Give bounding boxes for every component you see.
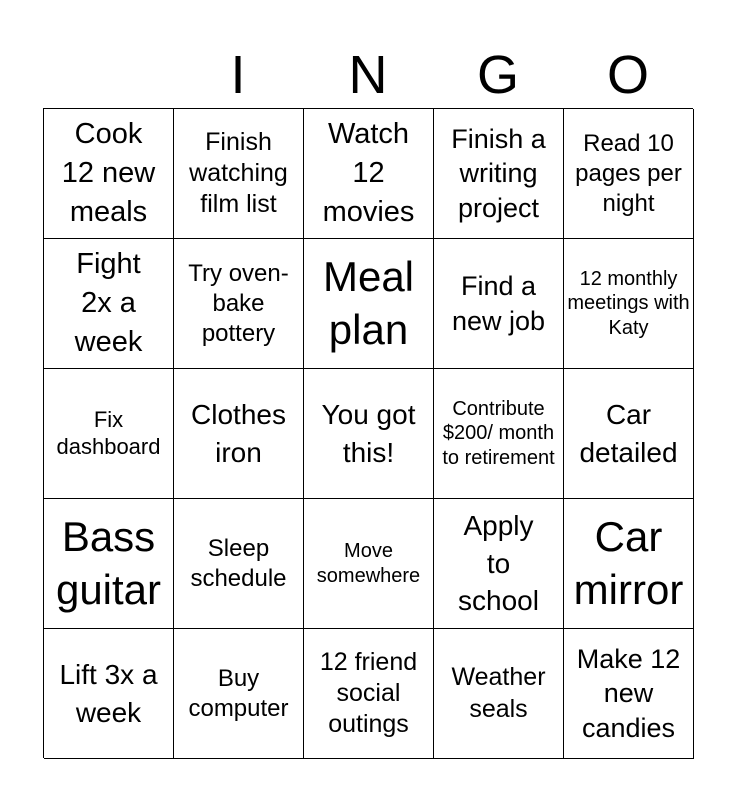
bingo-cell[interactable]	[44, 629, 174, 759]
header-letter-b	[43, 42, 173, 108]
cell-label: Finish a writing project	[451, 124, 546, 223]
cell-label: Contribute $200/ month to retirement	[442, 397, 555, 469]
cell-label: Weather seals	[451, 663, 546, 723]
cell-label: Move somewhere	[316, 540, 421, 587]
bingo-cell[interactable]	[44, 499, 174, 629]
bingo-cell[interactable]	[304, 499, 434, 629]
header-letter-o: O	[606, 45, 649, 105]
bingo-cell[interactable]	[564, 109, 694, 239]
bingo-cell[interactable]	[174, 369, 304, 499]
bingo-cell[interactable]	[304, 239, 434, 369]
cell-label: Try oven-bake pottery	[188, 259, 289, 347]
header-letter-g: G	[476, 45, 519, 105]
cell-label: Fix dashboard	[56, 406, 161, 459]
bingo-cell[interactable]	[44, 109, 174, 239]
bingo-cell[interactable]	[304, 109, 434, 239]
bingo-cell[interactable]	[564, 239, 694, 369]
cell-label: You got this!	[321, 398, 416, 468]
bingo-header	[43, 42, 693, 108]
cell-label: Make 12 new candies	[576, 644, 681, 743]
cell-label: Finish watching film list	[189, 127, 288, 219]
bingo-cell[interactable]	[434, 369, 564, 499]
bingo-cell[interactable]	[174, 239, 304, 369]
cell-label: Lift 3x a week	[59, 658, 158, 728]
cell-label: Meal plan	[322, 253, 415, 353]
bingo-cell[interactable]	[304, 369, 434, 499]
cell-label: Watch 12 movies	[322, 117, 415, 229]
bingo-cell[interactable]	[44, 239, 174, 369]
cell-label: Car detailed	[579, 398, 678, 468]
cell-label: Sleep schedule	[190, 534, 287, 592]
bingo-cell[interactable]	[44, 369, 174, 499]
bingo-cell[interactable]	[564, 629, 694, 759]
header-letter-i: I	[230, 45, 246, 105]
cell-label: Car mirror	[573, 513, 684, 613]
bingo-cell[interactable]	[174, 109, 304, 239]
bingo-board	[43, 108, 693, 758]
bingo-cell[interactable]	[434, 499, 564, 629]
bingo-cell[interactable]	[174, 629, 304, 759]
bingo-cell[interactable]	[564, 499, 694, 629]
bingo-cell[interactable]	[304, 629, 434, 759]
cell-label: Buy computer	[188, 664, 289, 722]
cell-label: Fight 2x a week	[74, 247, 143, 359]
cell-label: Bass guitar	[55, 513, 162, 613]
bingo-cell[interactable]	[434, 109, 564, 239]
bingo-cell[interactable]	[434, 239, 564, 369]
bingo-cell[interactable]	[564, 369, 694, 499]
cell-label: Apply to school	[458, 509, 539, 617]
cell-label: Cook 12 new meals	[61, 117, 156, 229]
cell-label: Clothes iron	[191, 398, 286, 468]
cell-label: 12 monthly meetings with Katy	[567, 267, 690, 339]
cell-label: Read 10 pages per night	[575, 129, 682, 217]
cell-label: Find a new job	[451, 271, 546, 336]
bingo-cell[interactable]	[434, 629, 564, 759]
cell-label: 12 friend social outings	[319, 647, 418, 739]
header-letter-n: N	[348, 45, 388, 105]
bingo-cell[interactable]	[174, 499, 304, 629]
